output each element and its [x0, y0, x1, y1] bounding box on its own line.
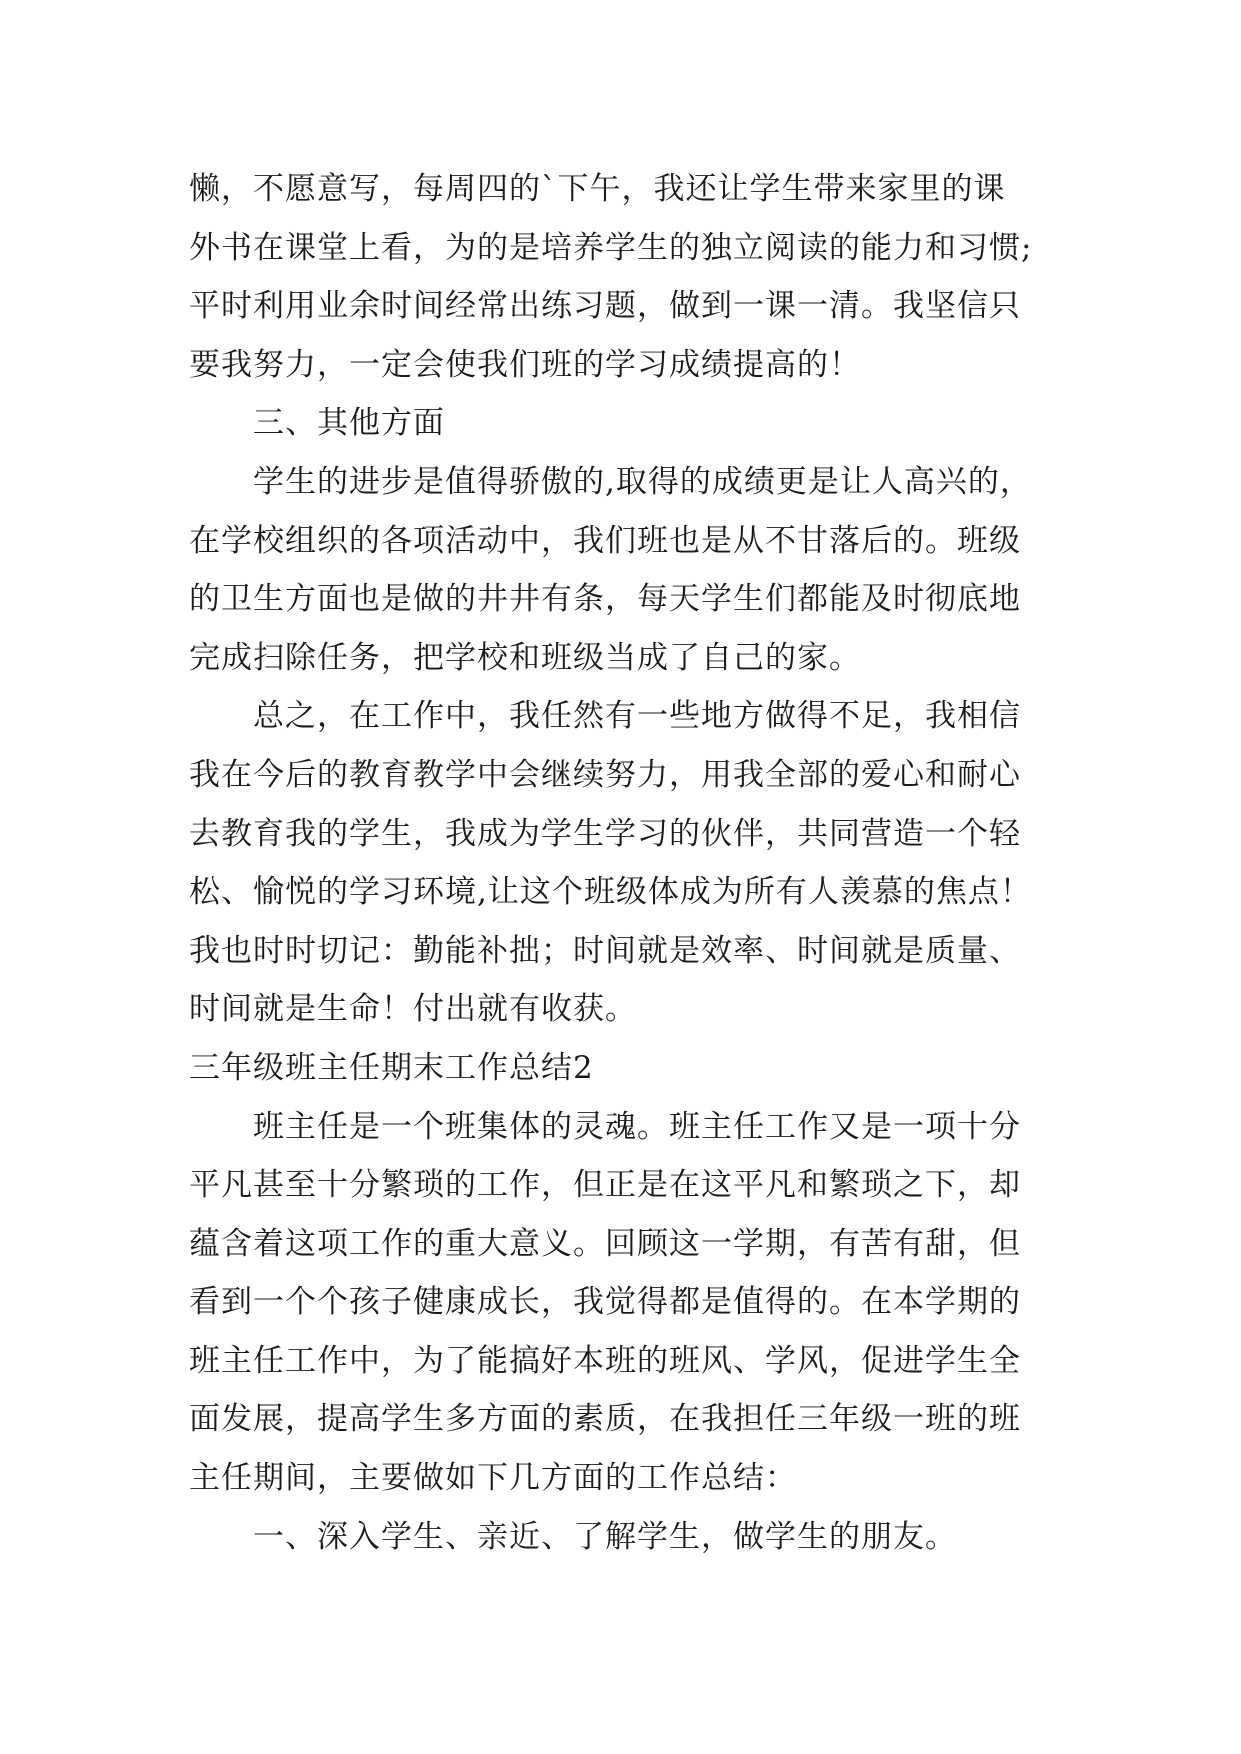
- text-line: 主任期间，主要做如下几方面的工作总结：: [189, 1460, 797, 1497]
- text-line: 三年级班主任期末工作总结2: [189, 1049, 594, 1086]
- text-line: 我在今后的教育教学中会继续努力，用我全部的爱心和耐心: [189, 756, 1021, 793]
- text-line: 完成扫除任务，把学校和班级当成了自己的家。: [189, 639, 861, 676]
- text-line: 蕴含着这项工作的重大意义。回顾这一学期，有苦有甜，但: [189, 1225, 1021, 1262]
- text-line: 时间就是生命！付出就有收获。: [189, 991, 637, 1028]
- text-line: 松、愉悦的学习环境,让这个班级体成为所有人羡慕的焦点！: [189, 874, 1032, 911]
- text-line: 平凡甚至十分繁琐的工作，但正是在这平凡和繁琐之下，却: [189, 1167, 1021, 1204]
- text-line: 在学校组织的各项活动中，我们班也是从不甘落后的。班级: [189, 522, 1021, 559]
- text-line: 一、深入学生、亲近、了解学生，做学生的朋友。: [253, 1518, 957, 1555]
- text-line: 面发展，提高学生多方面的素质，在我担任三年级一班的班: [189, 1401, 1021, 1438]
- text-line: 懒，不愿意写，每周四的`下午，我还让学生带来家里的课: [189, 171, 1006, 207]
- text-line: 班主任是一个班集体的灵魂。班主任工作又是一项十分: [253, 1108, 1021, 1145]
- text-line: 我也时时切记：勤能补拙；时间就是效率、时间就是质量、: [189, 932, 1021, 969]
- text-line: 学生的进步是值得骄傲的,取得的成绩更是让人高兴的，: [253, 463, 1032, 500]
- text-line: 总之，在工作中，我任然有一些地方做得不足，我相信: [253, 698, 1021, 735]
- text-line: 三、其他方面: [253, 405, 445, 442]
- text-line: 去教育我的学生，我成为学生学习的伙伴，共同营造一个轻: [189, 815, 1021, 852]
- text-line: 看到一个个孩子健康成长，我觉得都是值得的。在本学期的: [189, 1284, 1021, 1321]
- document-body: [189, 160, 1069, 1566]
- text-line: 外书在课堂上看，为的是培养学生的独立阅读的能力和习惯;: [189, 229, 1033, 266]
- text-line: 班主任工作中，为了能搞好本班的班风、学风，促进学生全: [189, 1342, 1021, 1379]
- text-line: 要我努力，一定会使我们班的学习成绩提高的！: [189, 346, 861, 383]
- text-line: 平时利用业余时间经常出练习题，做到一课一清。我坚信只: [189, 288, 1021, 325]
- text-line: 的卫生方面也是做的井井有条，每天学生们都能及时彻底地: [189, 581, 1021, 618]
